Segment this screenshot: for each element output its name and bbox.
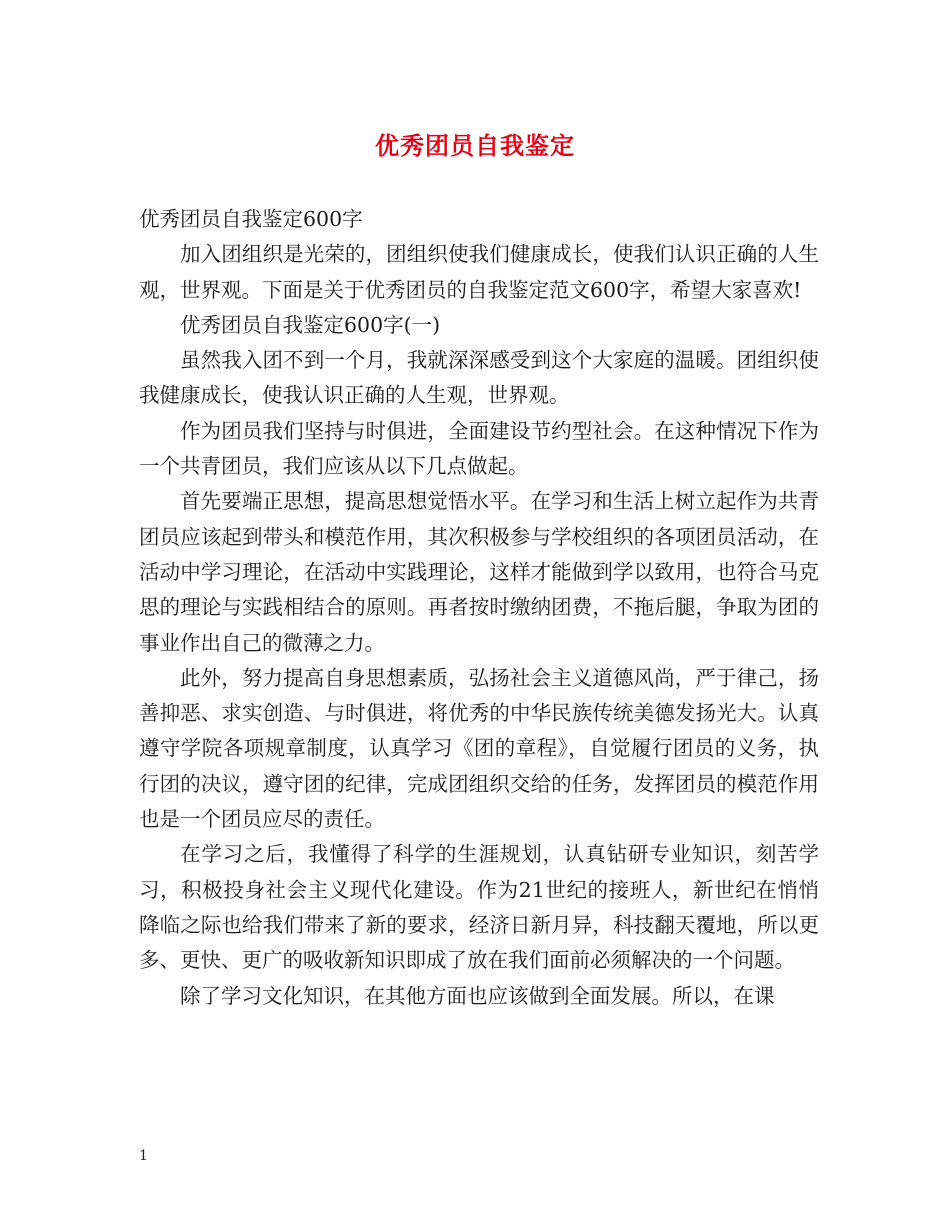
paragraph-section-heading: 优秀团员自我鉴定600字(一) [180, 312, 441, 337]
paragraph: 在学习之后，我懂得了科学的生涯规划，认真钻研专业知识，刻苦学习，积极投身社会主义现代化建设。作为21世纪的接班人，新世纪在悄悄降临之际也给我们带来了新的要求，经济日新月异，科技翻天覆地，所以更多、更快、更广的吸收新知识即成了放在我们面前必须解决的一个问题。 [139, 842, 819, 973]
paragraph: 此外，努力提高自身思想素质，弘扬社会主义道德风尚，严于律己，扬善抑恶、求实创造、与时俱进，将优秀的中华民族传统美德发扬光大。认真遵守学院各项规章制度，认真学习《团的章程》，自觉履行团员的义务，执行团的决议，遵守团的纪律，完成团组织交给的任务，发挥团员的模范作用也是一个团员应尽的责任。 [139, 665, 819, 832]
paragraph: 作为团员我们坚持与时俱进，全面建设节约型社会。在这种情况下作为一个共青团员，我们应该从以下几点做起。 [139, 418, 819, 479]
page-number: 1 [139, 1148, 148, 1164]
document-body [139, 202, 819, 1014]
paragraph: 除了学习文化知识，在其他方面也应该做到全面发展。所以，在课 [180, 983, 775, 1008]
paragraph-intro: 加入团组织是光荣的，团组织使我们健康成长，使我们认识正确的人生观，世界观。下面是关于优秀团员的自我鉴定范文600字，希望大家喜欢! [139, 242, 819, 302]
paragraph-subtitle: 优秀团员自我鉴定600字 [139, 207, 363, 231]
paragraph: 虽然我入团不到一个月，我就深深感受到这个大家庭的温暖。团组织使我健康成长，使我认识正确的人生观，世界观。 [139, 348, 819, 408]
document-title: 优秀团员自我鉴定 [375, 131, 575, 160]
paragraph: 首先要端正思想，提高思想觉悟水平。在学习和生活上树立起作为共青团员应该起到带头和模范作用，其次积极参与学校组织的各项团员活动，在活动中学习理论，在活动中实践理论，这样才能做到学以致用，也符合马克思的理论与实践相结合的原则。再者按时缴纳团费，不拖后腿，争取为团的事业作出自己的微薄之力。 [139, 489, 819, 655]
